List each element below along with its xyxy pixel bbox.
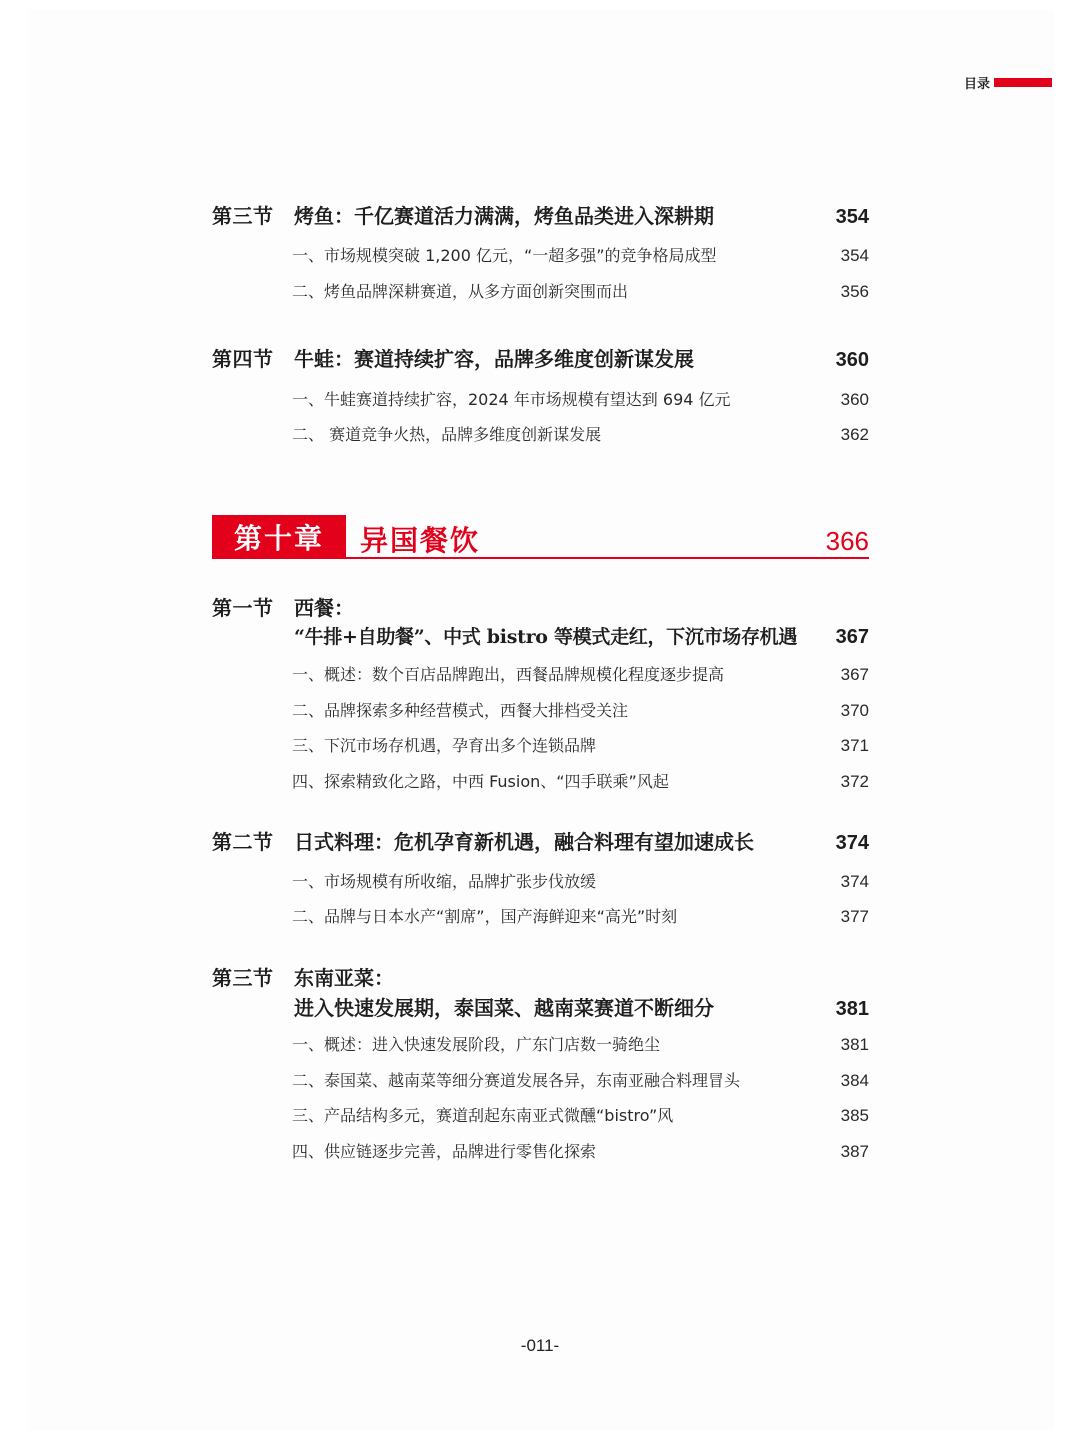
section-title: 牛蛙：赛道持续扩容，品牌多维度创新谋发展 <box>294 347 694 371</box>
subitem-page: 381 <box>840 1035 869 1054</box>
subitem-page: 371 <box>840 736 869 755</box>
toc-subitem[interactable] <box>292 422 869 445</box>
toc-section[interactable] <box>212 200 869 229</box>
toc-subitem[interactable] <box>292 662 869 685</box>
section-number: 第四节 <box>212 347 274 371</box>
section-number: 第三节 <box>212 966 274 990</box>
section-number: 第二节 <box>212 830 274 854</box>
subitem-page: 370 <box>840 701 869 720</box>
toc-section[interactable] <box>212 826 869 855</box>
toc-subitem[interactable] <box>292 698 869 721</box>
toc-section[interactable] <box>212 343 869 372</box>
subitem-text: 四、探索精致化之路，中西 Fusion、“四手联乘”风起 <box>292 772 669 791</box>
toc-subitem[interactable] <box>292 387 869 410</box>
subitem-page: 384 <box>840 1071 869 1090</box>
toc-section[interactable] <box>212 592 869 648</box>
section-number: 第三节 <box>212 204 274 228</box>
subitem-text: 二、烤鱼品牌深耕赛道，从多方面创新突围而出 <box>292 282 629 301</box>
section-page: 381 <box>835 998 869 1020</box>
section-title: 日式料理：危机孕育新机遇，融合料理有望加速成长 <box>294 830 754 854</box>
subitem-text: 三、产品结构多元，赛道刮起东南亚式微醺“bistro”风 <box>292 1106 674 1125</box>
subitem-text: 一、牛蛙赛道持续扩容，2024 年市场规模有望达到 694 亿元 <box>292 390 731 409</box>
section-title: 烤鱼：千亿赛道活力满满，烤鱼品类进入深耕期 <box>294 204 714 228</box>
subitem-text: 一、市场规模有所收缩，品牌扩张步伐放缓 <box>292 872 597 891</box>
subitem-page: 387 <box>840 1142 869 1161</box>
subitem-text: 二、品牌与日本水产“割席”，国产海鲜迎来“高光”时刻 <box>292 907 678 926</box>
chapter-underline <box>346 557 869 559</box>
subitem-page: 367 <box>840 665 869 684</box>
chapter-number: 第十章 <box>212 515 346 559</box>
toc-subitem[interactable] <box>292 904 869 927</box>
toc-subitem[interactable] <box>292 1103 869 1126</box>
subitem-page: 372 <box>840 772 869 791</box>
subitem-text: 四、供应链逐步完善，品牌进行零售化探索 <box>292 1142 597 1161</box>
subitem-page: 360 <box>840 390 869 409</box>
toc-header <box>964 73 1052 92</box>
subitem-page: 385 <box>840 1106 869 1125</box>
subitem-page: 362 <box>840 425 869 444</box>
subitem-text: 三、下沉市场存机遇，孕育出多个连锁品牌 <box>292 736 597 755</box>
toc-subitem[interactable] <box>292 1139 869 1162</box>
section-number: 第一节 <box>212 596 274 620</box>
section-title-line2: “牛排+自助餐”、中式 bistro 等模式走红，下沉市场存机遇 <box>294 626 798 648</box>
toc-subitem[interactable] <box>292 1032 869 1055</box>
toc-section[interactable] <box>212 962 869 1020</box>
toc-subitem[interactable] <box>292 1068 869 1091</box>
subitem-page: 356 <box>840 282 869 301</box>
subitem-text: 二、 赛道竞争火热，品牌多维度创新谋发展 <box>292 425 602 444</box>
toc-header-label: 目录 <box>963 77 990 92</box>
section-page: 354 <box>835 206 869 228</box>
section-title-line2: 进入快速发展期，泰国菜、越南菜赛道不断细分 <box>294 996 714 1020</box>
section-page: 367 <box>835 626 869 648</box>
subitem-page: 374 <box>840 872 869 891</box>
toc-subitem[interactable] <box>292 869 869 892</box>
section-title-line1: 东南亚菜： <box>294 966 394 990</box>
chapter-title: 异国餐饮 <box>360 524 481 557</box>
subitem-text: 一、概述：进入快速发展阶段，广东门店数一骑绝尘 <box>292 1035 661 1054</box>
section-title-line1: 西餐： <box>294 596 354 620</box>
section-page: 360 <box>835 349 869 371</box>
toc-subitem[interactable] <box>292 279 869 302</box>
subitem-text: 一、市场规模突破 1,200 亿元，“一超多强”的竞争格局成型 <box>292 246 717 265</box>
subitem-page: 377 <box>840 907 869 926</box>
page-number: -011- <box>520 1336 560 1355</box>
red-accent-bar <box>994 78 1052 87</box>
chapter-page: 366 <box>825 526 869 556</box>
chapter-heading[interactable] <box>212 515 869 563</box>
subitem-page: 354 <box>840 246 869 265</box>
toc-subitem[interactable] <box>292 733 869 756</box>
subitem-text: 二、泰国菜、越南菜等细分赛道发展各异，东南亚融合料理冒头 <box>292 1071 741 1090</box>
subitem-text: 一、概述：数个百店品牌跑出，西餐品牌规模化程度逐步提高 <box>292 665 725 684</box>
section-page: 374 <box>835 832 869 854</box>
toc-subitem[interactable] <box>292 243 869 266</box>
toc-subitem[interactable] <box>292 769 869 792</box>
subitem-text: 二、品牌探索多种经营模式，西餐大排档受关注 <box>292 701 629 720</box>
